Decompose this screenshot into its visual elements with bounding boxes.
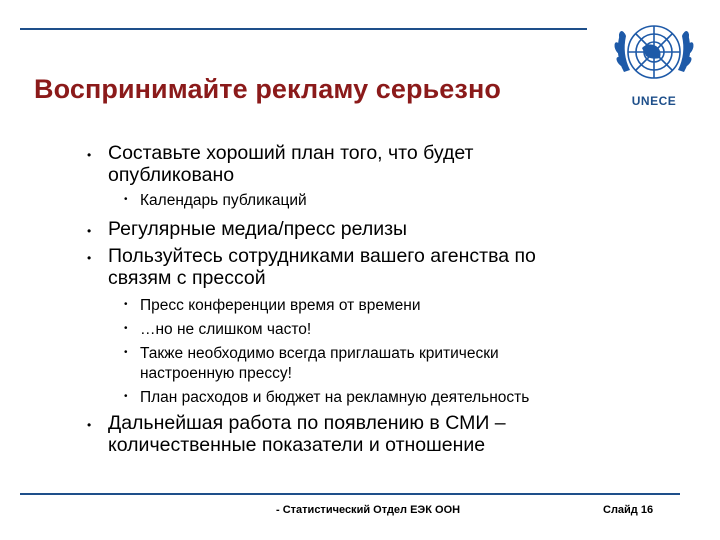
sub-bullet-text: настроенную прессу!	[140, 365, 292, 382]
sub-bullet-text: План расходов и бюджет на рекламную деятельность	[140, 389, 530, 406]
top-rule	[20, 28, 587, 30]
sub-bullet-text: Также необходимо всегда приглашать критически	[140, 345, 499, 362]
bottom-rule	[20, 493, 680, 495]
sub-bullet-text: Календарь публикаций	[140, 192, 307, 209]
bullet-marker: •	[87, 148, 92, 162]
sub-bullet-marker: •	[124, 347, 128, 358]
sub-bullet-marker: •	[124, 391, 128, 402]
bullet-text: связям с прессой	[108, 267, 266, 289]
sub-bullet-text: …но не слишком часто!	[140, 321, 312, 338]
sub-bullet-marker: •	[124, 194, 128, 205]
sub-bullet-marker: •	[124, 299, 128, 310]
bullet-text: Составьте хороший план того, что будет	[108, 142, 474, 164]
bullet-marker: •	[87, 251, 92, 265]
slide-number: Слайд 16	[603, 504, 654, 516]
bullet-text: Регулярные медиа/пресс релизы	[108, 218, 408, 240]
bullet-text: количественные показатели и отношение	[108, 434, 486, 456]
unece-logo-text: UNECE	[631, 94, 677, 108]
footer-source: - Статистический Отдел ЕЭК ООН	[276, 504, 461, 516]
bullet-text: опубликовано	[108, 164, 235, 186]
slide-title: Воспринимайте рекламу серьезно	[34, 74, 501, 104]
bullet-marker: •	[87, 224, 92, 238]
bullet-text: Дальнейшая работа по появлению в СМИ –	[108, 412, 506, 434]
bullet-marker: •	[87, 418, 92, 432]
bullet-text: Пользуйтесь сотрудниками вашего агенства по	[108, 245, 536, 267]
sub-bullet-marker: •	[124, 323, 128, 334]
sub-bullet-text: Пресс конференции время от времени	[140, 297, 421, 314]
